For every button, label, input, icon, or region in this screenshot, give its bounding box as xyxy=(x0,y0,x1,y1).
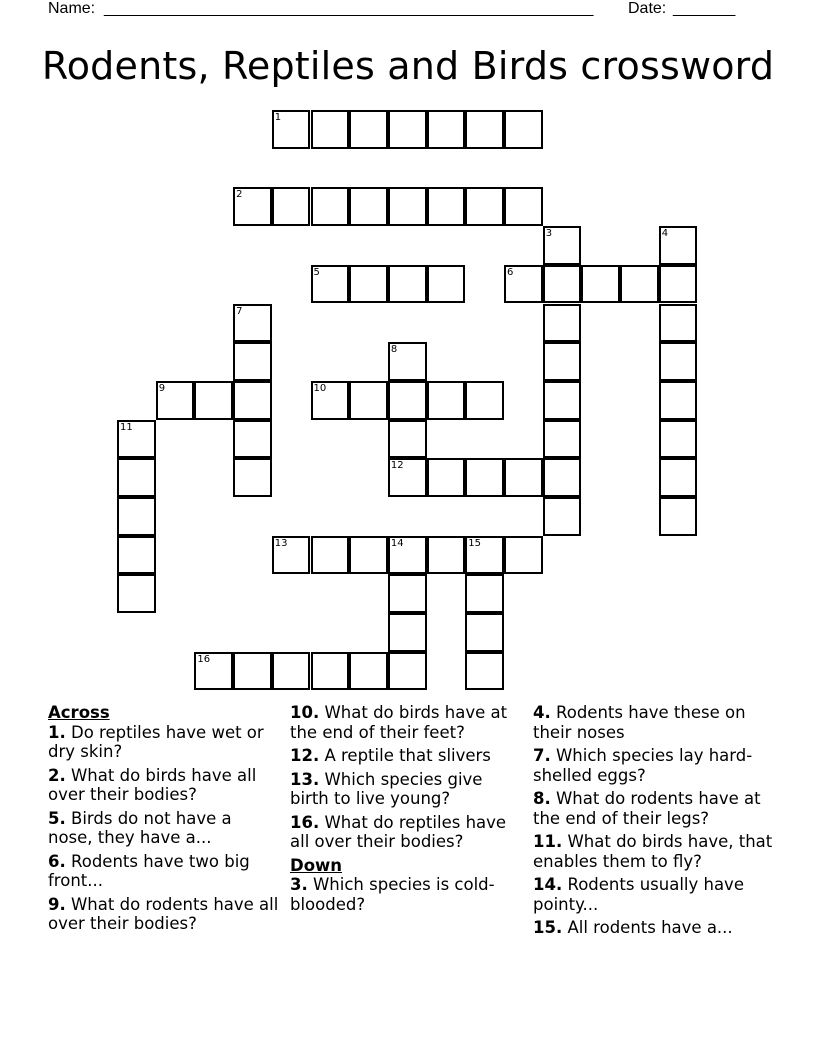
grid-cell[interactable] xyxy=(620,265,659,304)
clue-text: What do rodents have at the end of their legs? xyxy=(533,789,761,828)
grid-cell[interactable] xyxy=(388,574,427,613)
clue-number: 1 xyxy=(274,112,282,123)
clue-text: Which species lay hard-shelled eggs? xyxy=(533,746,753,785)
grid-cell[interactable] xyxy=(117,420,156,459)
grid-cell[interactable] xyxy=(427,536,466,575)
clue-number-label: 6. xyxy=(48,851,66,871)
grid-cell[interactable] xyxy=(311,110,350,149)
clue-item xyxy=(290,703,522,742)
grid-cell[interactable] xyxy=(659,226,698,265)
clue-text: What do birds have, that enables them to fly? xyxy=(533,832,773,871)
grid-cell[interactable] xyxy=(349,536,388,575)
grid-cell[interactable] xyxy=(543,420,582,459)
grid-cell[interactable] xyxy=(659,265,698,304)
grid-cell[interactable] xyxy=(349,265,388,304)
clue-number: 10 xyxy=(313,382,327,394)
clue-number: 9 xyxy=(158,382,166,394)
grid-cell[interactable] xyxy=(272,536,311,575)
clue-text: Rodents usually have pointy... xyxy=(533,875,744,914)
clue-number-label: 16. xyxy=(290,812,320,832)
grid-cell[interactable] xyxy=(659,304,698,343)
grid-cell[interactable] xyxy=(543,304,582,343)
grid-cell[interactable] xyxy=(465,458,504,497)
grid-cell[interactable] xyxy=(311,536,350,575)
grid-cell[interactable] xyxy=(194,381,233,420)
grid-cell[interactable] xyxy=(504,187,543,226)
grid-cell[interactable] xyxy=(349,381,388,420)
across-heading: Across xyxy=(48,703,110,722)
grid-cell[interactable] xyxy=(156,381,195,420)
clue-text: A reptile that slivers xyxy=(319,746,491,765)
grid-cell[interactable] xyxy=(388,342,427,381)
clue-item xyxy=(533,789,773,828)
clue-text: All rodents have a... xyxy=(562,918,733,937)
grid-cell[interactable] xyxy=(233,458,272,497)
grid-cell[interactable] xyxy=(272,652,311,691)
grid-cell[interactable] xyxy=(465,574,504,613)
grid-cell[interactable] xyxy=(543,226,582,265)
clue-number-label: 9. xyxy=(48,894,66,914)
clue-number: 6 xyxy=(507,266,514,278)
clue-number: 14 xyxy=(390,537,404,549)
grid-cell[interactable] xyxy=(194,652,233,691)
clue-number: 4 xyxy=(661,228,669,240)
grid-cell[interactable] xyxy=(543,497,582,536)
date-label: Date: xyxy=(628,0,667,17)
clue-item xyxy=(290,875,522,914)
clue-number: 13 xyxy=(274,537,288,549)
clue-number-label: 8. xyxy=(533,789,551,808)
grid-cell[interactable] xyxy=(465,187,504,226)
grid-cell[interactable] xyxy=(659,420,698,459)
clues-column-1 xyxy=(48,703,280,938)
clue-number-label: 2. xyxy=(48,765,66,785)
grid-cell[interactable] xyxy=(465,652,504,691)
grid-cell[interactable] xyxy=(427,187,466,226)
grid-cell[interactable] xyxy=(465,536,504,575)
clue-number: 7 xyxy=(236,305,243,317)
grid-cell[interactable] xyxy=(659,342,698,381)
grid-cell[interactable] xyxy=(311,265,350,304)
date-field[interactable]: _______ xyxy=(673,0,736,17)
clue-number: 11 xyxy=(120,421,133,433)
clue-text: Do reptiles have wet or dry skin? xyxy=(48,722,264,761)
clue-number-label: 12. xyxy=(290,746,320,765)
grid-cell[interactable] xyxy=(272,110,311,149)
grid-cell[interactable] xyxy=(311,381,350,420)
clue-text: Which species give birth to live young? xyxy=(290,769,483,808)
clue-number: 15 xyxy=(468,537,482,549)
clue-item xyxy=(533,918,773,938)
grid-cell[interactable] xyxy=(659,497,698,536)
clue-text: What do birds have all over their bodies? xyxy=(48,765,257,804)
grid-cell[interactable] xyxy=(504,110,543,149)
grid-cell[interactable] xyxy=(388,381,427,420)
grid-cell[interactable] xyxy=(659,458,698,497)
clue-number-label: 13. xyxy=(290,769,320,789)
grid-cell[interactable] xyxy=(233,381,272,420)
clue-number-label: 15. xyxy=(533,918,563,937)
clue-text: Which species is cold-blooded? xyxy=(290,875,495,914)
grid-cell[interactable] xyxy=(311,187,350,226)
grid-cell[interactable] xyxy=(349,110,388,149)
grid-cell[interactable] xyxy=(427,265,466,304)
grid-cell[interactable] xyxy=(659,381,698,420)
grid-cell[interactable] xyxy=(388,110,427,149)
grid-cell[interactable] xyxy=(543,381,582,420)
clues-column-2 xyxy=(290,703,522,918)
grid-cell[interactable] xyxy=(504,265,543,304)
clue-number: 2 xyxy=(236,189,243,201)
grid-cell[interactable] xyxy=(349,187,388,226)
clue-text: Birds do not have a nose, they have a... xyxy=(48,808,232,847)
name-field[interactable]: _______________________________________________________ xyxy=(104,0,594,17)
clue-item xyxy=(533,832,773,871)
grid-cell[interactable] xyxy=(233,652,272,691)
clue-item xyxy=(48,852,280,891)
grid-cell[interactable] xyxy=(504,458,543,497)
clue-number: 8 xyxy=(390,344,398,356)
clue-item xyxy=(533,746,773,785)
grid-cell[interactable] xyxy=(388,265,427,304)
grid-cell[interactable] xyxy=(311,652,350,691)
clue-number: 12 xyxy=(390,460,404,472)
clue-item xyxy=(48,809,280,848)
grid-cell[interactable] xyxy=(388,458,427,497)
grid-cell[interactable] xyxy=(388,420,427,459)
clue-number-label: 3. xyxy=(290,875,308,894)
grid-cell[interactable] xyxy=(465,381,504,420)
clues-column-3 xyxy=(533,703,773,942)
clue-text: What do rodents have all over their bodies? xyxy=(48,894,279,933)
grid-cell[interactable] xyxy=(117,574,156,613)
clue-item xyxy=(48,766,280,805)
grid-cell[interactable] xyxy=(388,652,427,691)
grid-cell[interactable] xyxy=(233,187,272,226)
grid-cell[interactable] xyxy=(388,613,427,652)
grid-cell[interactable] xyxy=(388,536,427,575)
clue-number: 5 xyxy=(313,266,320,278)
clue-number-label: 10. xyxy=(290,703,320,722)
clue-item xyxy=(48,895,280,934)
grid-cell[interactable] xyxy=(543,458,582,497)
grid-cell[interactable] xyxy=(233,342,272,381)
name-label: Name: xyxy=(48,0,96,17)
grid-cell[interactable] xyxy=(427,110,466,149)
grid-cell[interactable] xyxy=(465,110,504,149)
clue-item xyxy=(290,746,522,766)
grid-cell[interactable] xyxy=(117,536,156,575)
clue-item xyxy=(533,703,773,742)
grid-cell[interactable] xyxy=(504,536,543,575)
grid-cell[interactable] xyxy=(117,458,156,497)
clue-text: Rodents have these on their noses xyxy=(533,703,746,742)
grid-cell[interactable] xyxy=(543,265,582,304)
grid-cell[interactable] xyxy=(117,497,156,536)
grid-cell[interactable] xyxy=(388,187,427,226)
clue-number-label: 5. xyxy=(48,808,66,828)
grid-cell[interactable] xyxy=(427,381,466,420)
grid-cell[interactable] xyxy=(233,304,272,343)
grid-cell[interactable] xyxy=(233,420,272,459)
grid-cell[interactable] xyxy=(349,652,388,691)
clue-item xyxy=(533,875,773,914)
clue-number-label: 7. xyxy=(533,746,551,765)
clue-text: What do reptiles have all over their bodies? xyxy=(290,812,507,851)
clue-item xyxy=(290,813,522,852)
grid-cell[interactable] xyxy=(465,613,504,652)
clue-text: What do birds have at the end of their feet? xyxy=(290,703,508,742)
grid-cell[interactable] xyxy=(581,265,620,304)
clue-number-label: 4. xyxy=(533,703,551,722)
down-heading: Down xyxy=(290,855,343,875)
clue-item xyxy=(48,723,280,762)
clue-item xyxy=(290,770,522,809)
clue-number: 16 xyxy=(197,653,211,665)
clue-number-label: 14. xyxy=(533,875,563,894)
clue-number-label: 1. xyxy=(48,722,66,742)
grid-cell[interactable] xyxy=(543,342,582,381)
grid-cell[interactable] xyxy=(427,458,466,497)
grid-cell[interactable] xyxy=(272,187,311,226)
page-title: Rodents, Reptiles and Birds crossword xyxy=(41,44,775,88)
clue-number: 3 xyxy=(545,228,553,240)
clue-number-label: 11. xyxy=(533,832,563,851)
clue-text: Rodents have two big front... xyxy=(48,851,250,890)
